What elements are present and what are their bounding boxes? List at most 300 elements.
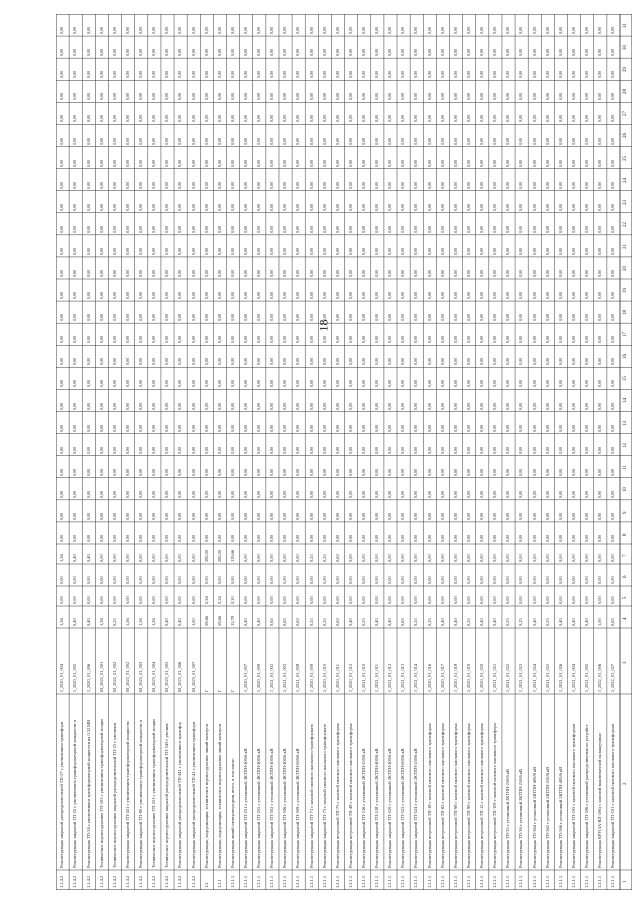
row-value: 0,63	[269, 618, 275, 626]
row-value: 0,40	[242, 618, 248, 626]
row-value: 0,00	[59, 314, 65, 322]
row-value: 0,00	[426, 468, 432, 476]
row-value: 1,26	[59, 554, 65, 562]
row-value: 0,00	[85, 380, 91, 388]
row-value: 0,00	[426, 71, 432, 79]
row-value: 0,00	[138, 247, 144, 255]
row-name: Реконструкция встроенной ТП-99 с заменой силового масляного трансформа	[465, 723, 471, 868]
row-value: 0,00	[321, 596, 327, 604]
row-value: 0,00	[584, 292, 589, 300]
row-value: 0,00	[531, 576, 537, 584]
row-code: J_2022_01_027	[610, 663, 616, 692]
row-value: 0,00	[570, 468, 576, 476]
row-value: 0,00	[98, 115, 104, 123]
row-name: Реконструкция КРУ(ЗА-ВЛ-106) с заменой выключателей на вакуумные	[597, 732, 603, 868]
row-code: J_2021_01_023	[518, 663, 524, 692]
row-value: 0,00	[111, 225, 117, 233]
row-value: 0,00	[400, 554, 406, 562]
row-value: 0,00	[321, 468, 327, 476]
row-number: 1.2.1.1	[610, 875, 616, 888]
row-number: 1.2.1.1	[465, 875, 471, 888]
row-value: 0,00	[98, 137, 104, 145]
row-value: 0,00	[229, 49, 235, 57]
row-value: 0,00	[229, 424, 235, 432]
row-value: 0,00	[72, 203, 78, 211]
row-value: 0,00	[59, 225, 65, 233]
row-number: 1.1.4.2	[151, 875, 157, 888]
row-value: 0,00	[413, 93, 419, 101]
row-name: Реконструкция закрытой ТП-255 с установкой ЗКТПН-400/6 кВ	[256, 748, 262, 868]
row-value: 0,00	[111, 512, 117, 520]
row-value: 0,00	[465, 137, 471, 145]
row-number: 1.2.1.1	[479, 875, 485, 888]
row-name: Реконструкция линий электропередачи, всего, в том числе:	[229, 757, 235, 868]
row-value: 0,00	[164, 270, 170, 277]
row-value: 0,00	[203, 402, 209, 410]
row-code: J_2021_01_021	[492, 663, 498, 692]
row-value: 0,00	[242, 181, 248, 189]
row-code: M_2023_01_004	[151, 661, 157, 692]
row-value: 0,00	[361, 554, 367, 562]
row-value: 0,00	[505, 358, 511, 366]
row-value: 0,00	[177, 314, 183, 322]
column-header-27: 27	[623, 111, 628, 117]
row-name: Реконструкция закрытой ТП-431 с увеличением трансформаторной мощности	[124, 721, 130, 868]
row-number: 1.1.4.2	[138, 875, 144, 888]
row-value: 0,00	[400, 292, 406, 300]
row-value: 0,00	[439, 358, 445, 366]
row-value: 0,00	[242, 512, 248, 520]
row-value: 0,00	[334, 336, 340, 344]
row-value: 0,00	[531, 468, 537, 476]
row-value: 0,00	[321, 402, 327, 410]
row-code: J_2020_01_006	[85, 663, 91, 692]
row-value: 0,00	[361, 596, 367, 604]
row-value: 0,00	[347, 512, 353, 520]
row-value: 0,00	[216, 535, 222, 542]
row-value: 0,00	[544, 512, 550, 520]
row-value: 0,00	[452, 576, 458, 584]
row-value: 0,00	[85, 137, 91, 145]
row-value: 0,00	[59, 336, 65, 344]
row-value: 0,00	[347, 49, 353, 57]
row-value: 0,00	[138, 181, 144, 189]
row-value: 0,00	[347, 203, 353, 211]
row-value: 0,00	[190, 380, 196, 388]
row-value: 0,00	[584, 358, 589, 366]
row-value: 0,00	[203, 446, 209, 454]
row-value: 0,00	[282, 27, 288, 35]
row-value: 0,00	[111, 358, 117, 366]
row-value: 0,00	[570, 247, 576, 255]
row-value: 0,00	[584, 596, 589, 604]
row-value: 0,00	[597, 71, 603, 79]
row-value: 0,00	[597, 380, 603, 388]
row-value: 0,00	[400, 490, 406, 498]
row-value: 0,00	[413, 203, 419, 211]
row-value: 0,00	[282, 181, 288, 189]
row-number: 1.2.1.1	[452, 875, 458, 888]
row-value: 0,00	[413, 225, 419, 233]
row-value: 0,00	[111, 270, 117, 277]
row-value: 0,00	[334, 49, 340, 57]
row-value: 0,00	[164, 247, 170, 255]
row-value: 0,00	[531, 596, 537, 604]
column-header-26: 26	[623, 133, 628, 139]
row-value: 0,00	[308, 203, 314, 211]
row-value: 0,00	[59, 27, 65, 35]
row-value: 0,00	[361, 181, 367, 189]
row-value: 0,00	[229, 115, 235, 123]
row-value: 0,00	[544, 380, 550, 388]
row-name: Техническое перевооружение ТП-251 с увеличением трансформаторной мощно	[151, 718, 157, 868]
row-value: 0,00	[269, 292, 275, 300]
row-value: 0,00	[151, 27, 157, 35]
row-value: 0,00	[321, 93, 327, 101]
row-value: 0,00	[347, 314, 353, 322]
row-value: 0,00	[361, 446, 367, 454]
row-value: 0,00	[452, 596, 458, 604]
row-value: 0,00	[439, 115, 445, 123]
row-value: 0,00	[203, 159, 209, 167]
row-value: 0,00	[334, 424, 340, 432]
row-value: 0,00	[164, 554, 170, 562]
row-value: 0,00	[229, 292, 235, 300]
row-value: 0,00	[59, 181, 65, 189]
row-value: 0,00	[413, 247, 419, 255]
row-value: 0,00	[72, 27, 78, 35]
row-value: 0,25	[308, 618, 314, 626]
row-value: 0,00	[334, 71, 340, 79]
row-value: 0,00	[282, 402, 288, 410]
row-value: 0,00	[505, 27, 511, 35]
row-value: 0,00	[374, 27, 380, 35]
row-value: 0,00	[361, 159, 367, 167]
row-value: 0,00	[164, 424, 170, 432]
row-value: 0,00	[387, 554, 393, 562]
row-value: 0,00	[256, 93, 262, 101]
row-value: 0,00	[72, 225, 78, 233]
row-value: 0,00	[413, 115, 419, 123]
row-value: 0,00	[256, 203, 262, 211]
row-value: 0,00	[124, 402, 130, 410]
row-value: 0,00	[492, 424, 498, 432]
row-value: 0,00	[216, 314, 222, 322]
row-value: 0,00	[531, 49, 537, 57]
row-value: 0,00	[98, 314, 104, 322]
row-value: 0,25	[413, 618, 419, 626]
row-value: 0,00	[347, 535, 353, 542]
row-value: 0,00	[387, 446, 393, 454]
row-value: 0,00	[321, 512, 327, 520]
row-value: 0,00	[597, 358, 603, 366]
row-value: 0,00	[334, 596, 340, 604]
row-value: 0,00	[190, 596, 196, 604]
row-value: 0,00	[492, 270, 498, 277]
row-value: 0,00	[413, 468, 419, 476]
row-value: 0,00	[308, 27, 314, 35]
row-value: 0,00	[151, 535, 157, 542]
row-value: 0,00	[505, 490, 511, 498]
row-name: Реконструкция закрытой ТП-22 с увеличением трансформаторной мощности н	[72, 720, 78, 868]
row-value: 0,00	[452, 535, 458, 542]
row-value: 0,00	[72, 115, 78, 123]
row-value: 0,00	[597, 314, 603, 322]
column-header-18: 18	[623, 310, 628, 316]
row-value: 0,00	[347, 576, 353, 584]
row-value: 0,00	[413, 554, 419, 562]
row-code: J_2020_01_009	[256, 663, 262, 692]
row-value: 0,00	[308, 115, 314, 123]
row-value: 0,00	[282, 490, 288, 498]
row-value: 0,00	[452, 446, 458, 454]
row-number: 1.1.4.2	[190, 875, 196, 888]
column-header-24: 24	[623, 177, 628, 183]
row-value: 0,00	[505, 93, 511, 101]
row-value: 0,00	[400, 380, 406, 388]
row-code: J_2020_01_010	[321, 663, 327, 692]
row-number: 1.1.4.2	[111, 875, 117, 888]
row-code: J_2020_01_011	[334, 664, 340, 692]
row-value: 0,00	[72, 358, 78, 366]
row-name: Реконструкция закрытой ТП-524 с установкой 2КТПН-250/6 кВ	[413, 748, 419, 868]
row-value: 0,00	[308, 314, 314, 322]
row-value: 0,00	[124, 181, 130, 189]
row-value: 0,00	[256, 446, 262, 454]
row-value: 0,00	[387, 137, 393, 145]
row-value: 0,00	[85, 181, 91, 189]
row-value: 0,00	[505, 512, 511, 520]
row-value: 0,00	[505, 137, 511, 145]
row-value: 0,00	[492, 115, 498, 123]
column-header-30: 30	[623, 45, 628, 51]
row-value: 0,00	[439, 93, 445, 101]
row-value: 0,00	[85, 270, 91, 277]
row-code: J_2022_01_006	[597, 663, 603, 692]
row-value: 0,00	[164, 596, 170, 604]
row-value: 0,00	[321, 137, 327, 145]
row-value: 0,00	[426, 512, 432, 520]
row-value: 0,00	[242, 203, 248, 211]
row-value: 0,00	[610, 159, 616, 167]
row-value: 0,00	[138, 512, 144, 520]
row-value: 0,00	[347, 490, 353, 498]
row-value: 0,00	[452, 71, 458, 79]
row-number: 1.2.1.1	[295, 875, 301, 888]
row-value: 0,00	[164, 358, 170, 366]
row-value: 0,00	[479, 270, 485, 277]
row-value: 0,00	[492, 71, 498, 79]
row-value: 0,00	[124, 115, 130, 123]
row-value: 0,00	[361, 512, 367, 520]
row-value: 0,00	[164, 225, 170, 233]
row-value: 0,00	[177, 446, 183, 454]
row-value: 0,00	[479, 402, 485, 410]
row-value: 0,25	[518, 618, 524, 626]
row-value: 0,00	[308, 424, 314, 432]
row-value: 0,00	[544, 225, 550, 233]
row-value: 0,00	[400, 576, 406, 584]
row-value: 0,00	[557, 203, 563, 211]
row-value: 0,00	[452, 336, 458, 344]
row-value: 0,00	[518, 247, 524, 255]
row-value: 0,00	[151, 181, 157, 189]
row-value: 0,00	[531, 336, 537, 344]
row-name: Реконструкция встроенной ТП-48 с заменой силового масляного трансформа	[347, 723, 353, 868]
row-value: 0,00	[400, 512, 406, 520]
row-value: 0,00	[610, 115, 616, 123]
row-value: 0,00	[557, 247, 563, 255]
row-value: 0,00	[400, 27, 406, 35]
row-value: 0,00	[269, 490, 275, 498]
row-value: 0,00	[85, 292, 91, 300]
row-value: 0,00	[308, 336, 314, 344]
row-value: 0,63	[334, 618, 340, 626]
row-number: 1.2.1.1	[400, 875, 406, 888]
row-value: 0,00	[531, 358, 537, 366]
row-name: Реконструкция встроенной ТП-109 с заменой силового масляного трансформ	[492, 723, 498, 868]
row-value: 0,00	[557, 402, 563, 410]
row-value: 0,00	[505, 380, 511, 388]
row-value: 0,00	[505, 596, 511, 604]
row-value: 0,00	[518, 512, 524, 520]
row-value: 0,00	[190, 159, 196, 167]
row-value: 0,00	[347, 358, 353, 366]
row-value: 0,00	[334, 137, 340, 145]
row-value: 0,00	[164, 380, 170, 388]
row-value: 0,40	[85, 554, 91, 562]
row-value: 0,00	[151, 49, 157, 57]
row-name: Реконструкция ТП-364 с установкой 2КТПН-400/6 кВ	[531, 766, 537, 868]
row-name: Реконструкция ТП-36 с установкой 2КТПН-250/6 кВ	[518, 769, 524, 868]
row-value: 0,00	[151, 424, 157, 432]
row-value: 0,00	[465, 512, 471, 520]
row-value: 0,00	[413, 336, 419, 344]
row-value: 0,00	[59, 596, 65, 604]
row-value: 0,00	[492, 137, 498, 145]
row-value: 0,00	[439, 203, 445, 211]
row-value: 0,00	[374, 247, 380, 255]
row-value: 0,00	[98, 71, 104, 79]
row-value: 0,00	[229, 27, 235, 35]
row-value: 0,00	[518, 446, 524, 454]
row-code: J_2021_01_025	[544, 663, 550, 692]
column-header-16: 16	[623, 354, 628, 360]
column-header-5: 5	[623, 596, 628, 599]
row-value: 0,00	[72, 181, 78, 189]
row-value: 0,00	[465, 336, 471, 344]
row-value: 0,00	[203, 576, 209, 584]
row-value: 0,00	[426, 554, 432, 562]
row-value: 0,00	[321, 159, 327, 167]
row-value: 0,00	[361, 49, 367, 57]
row-value: 0,00	[72, 535, 78, 542]
row-value: 0,00	[570, 314, 576, 322]
row-value: 0,00	[557, 490, 563, 498]
column-header-28: 28	[623, 89, 628, 95]
row-value: 0,00	[479, 159, 485, 167]
row-value: 0,00	[164, 336, 170, 344]
row-value: 0,00	[203, 225, 209, 233]
row-value: 0,25	[544, 618, 550, 626]
row-value: 0,00	[531, 512, 537, 520]
row-value: 0,00	[111, 247, 117, 255]
row-value: 0,00	[334, 292, 340, 300]
row-value: 0,00	[465, 596, 471, 604]
column-header-17: 17	[623, 332, 628, 338]
column-header-23: 23	[623, 199, 628, 205]
row-value: 0,00	[59, 380, 65, 388]
row-name: Реконструкция встроенной ТП-82 с заменой силового масляного трансформа	[439, 723, 445, 868]
row-value: 0,00	[269, 159, 275, 167]
row-value: 0,00	[347, 27, 353, 35]
row-value: 0,00	[400, 93, 406, 101]
row-value: 0,00	[347, 292, 353, 300]
row-value: 0,00	[610, 181, 616, 189]
row-value: 0,00	[321, 115, 327, 123]
row-value: 0,00	[413, 71, 419, 79]
row-value: 0,00	[72, 49, 78, 57]
row-value: 0,00	[465, 71, 471, 79]
row-value: 0,00	[610, 512, 616, 520]
row-value: 0,00	[347, 159, 353, 167]
column-header-6: 6	[623, 575, 628, 578]
row-value: 0,00	[269, 336, 275, 344]
row-value: 0,00	[111, 554, 117, 562]
row-value: 0,00	[308, 512, 314, 520]
row-value: 1,00	[597, 618, 603, 626]
row-value: 0,00	[138, 270, 144, 277]
row-value: 0,00	[98, 576, 104, 584]
row-value: 0,63	[334, 554, 340, 562]
row-value: 0,00	[164, 181, 170, 189]
row-name: Реконструкция закрытой ТП-522 с установкой 2КТПН-630/6 кВ	[400, 748, 406, 868]
row-value: 0,00	[124, 270, 130, 277]
row-value: 0,00	[610, 402, 616, 410]
row-value: 0,00	[242, 490, 248, 498]
row-value: 0,00	[334, 159, 340, 167]
row-value: 0,00	[256, 535, 262, 542]
row-value: 0,00	[452, 270, 458, 277]
row-value: 0,00	[334, 181, 340, 189]
row-value: 0,00	[111, 490, 117, 498]
row-value: 0,00	[216, 93, 222, 101]
row-value: 0,00	[374, 181, 380, 189]
row-value: 0,00	[308, 137, 314, 145]
row-value: 0,00	[59, 535, 65, 542]
row-value: 0,00	[124, 247, 130, 255]
row-value: 0,00	[308, 380, 314, 388]
row-number: 1.2.1.1	[597, 875, 603, 888]
row-value: 0,00	[321, 247, 327, 255]
row-value: 0,00	[413, 49, 419, 57]
row-value: 0,00	[361, 380, 367, 388]
row-value: 0,00	[413, 446, 419, 454]
row-value: 0,00	[597, 402, 603, 410]
row-value: 0,00	[452, 468, 458, 476]
row-value: 0,00	[190, 554, 196, 562]
row-value: 0,00	[570, 49, 576, 57]
row-value: 0,00	[400, 270, 406, 277]
row-value: 0,00	[544, 358, 550, 366]
row-value: 0,00	[256, 336, 262, 344]
row-value: 0,00	[387, 93, 393, 101]
row-value: 0,00	[570, 554, 576, 562]
row-value: 0,00	[479, 468, 485, 476]
row-value: 0,00	[610, 576, 616, 584]
column-header-31: 31	[623, 23, 628, 29]
row-value: 0,00	[557, 181, 563, 189]
